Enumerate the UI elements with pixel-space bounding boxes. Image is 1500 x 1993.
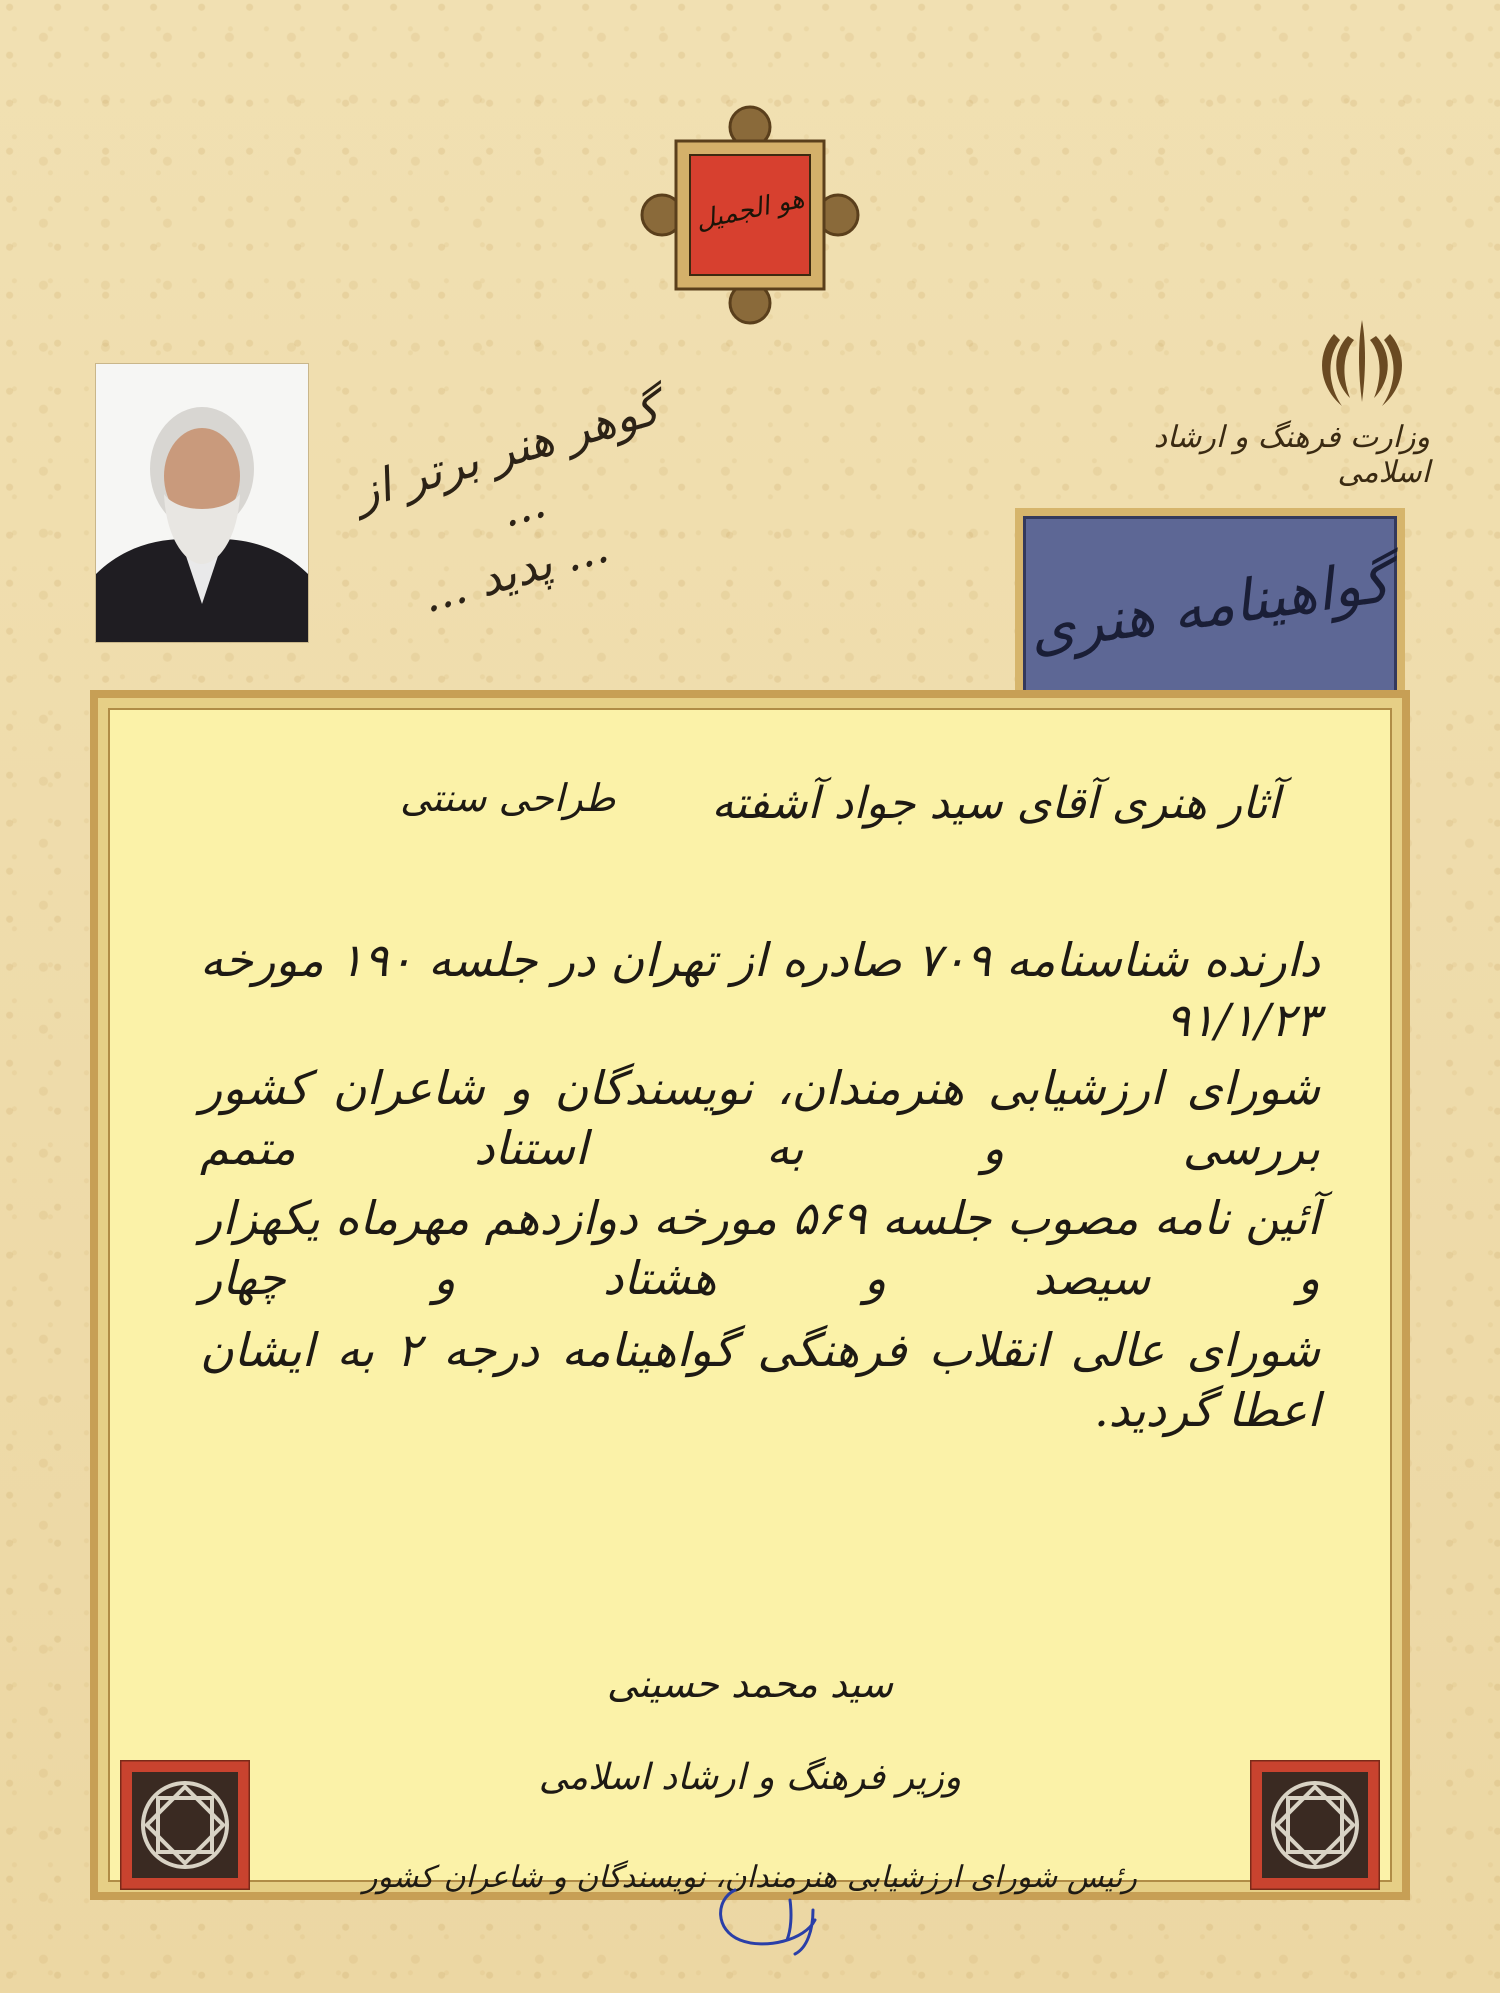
title-panel <box>1015 508 1405 704</box>
slogan-calligraphy <box>335 380 695 624</box>
slogan-line-1: گوهر هنر برتر از ... <box>348 380 666 538</box>
medallion-text: هو الجمیل <box>693 183 807 237</box>
signatory-title: وزیر فرهنگ و ارشاد اسلامی <box>538 1757 962 1798</box>
certificate-body-frame <box>90 690 1410 1900</box>
slogan-line-2: ... پدید ... <box>415 518 615 624</box>
certificate-title: گواهینامه هنری <box>1025 547 1395 665</box>
certificate-body <box>108 708 1392 1895</box>
corner-knot-ornament-right <box>1250 1760 1380 1890</box>
body-line-3: آئین نامه مصوب جلسه ۵۶۹ مورخه دوازدهم مهرماه یکهزار و سیصد و هشتاد و چهار <box>200 1191 1320 1305</box>
iran-emblem-icon <box>1312 312 1412 412</box>
ministry-name: وزارت فرهنگ و ارشاد اسلامی <box>1153 420 1430 490</box>
council-title: رئیس شورای ارزشیابی هنرمندان، نویسندگان و شاعران کشور <box>363 1860 1137 1895</box>
body-line-2: شورای ارزشیابی هنرمندان، نویسندگان و شاعران کشور بررسی و به استناد متمم <box>200 1061 1320 1175</box>
art-field: طراحی سنتی <box>400 776 616 820</box>
signatory-name: سید محمد حسینی <box>606 1662 894 1706</box>
corner-knot-ornament-left <box>120 1760 250 1890</box>
handwritten-signature <box>695 1870 855 1960</box>
body-line-1: دارنده شناسنامه ۷۰۹ صادره از تهران در جلسه ۱۹۰ مورخه ۹۱/۱/۲۳ <box>200 933 1321 1047</box>
body-line-4: شورای عالی انقلاب فرهنگی گواهینامه درجه ۲ به ایشان اعطا گردید. <box>200 1323 1320 1437</box>
recipient-line: آثار هنری آقای سید جواد آشفته <box>711 778 1280 829</box>
portrait-photo <box>95 363 309 643</box>
